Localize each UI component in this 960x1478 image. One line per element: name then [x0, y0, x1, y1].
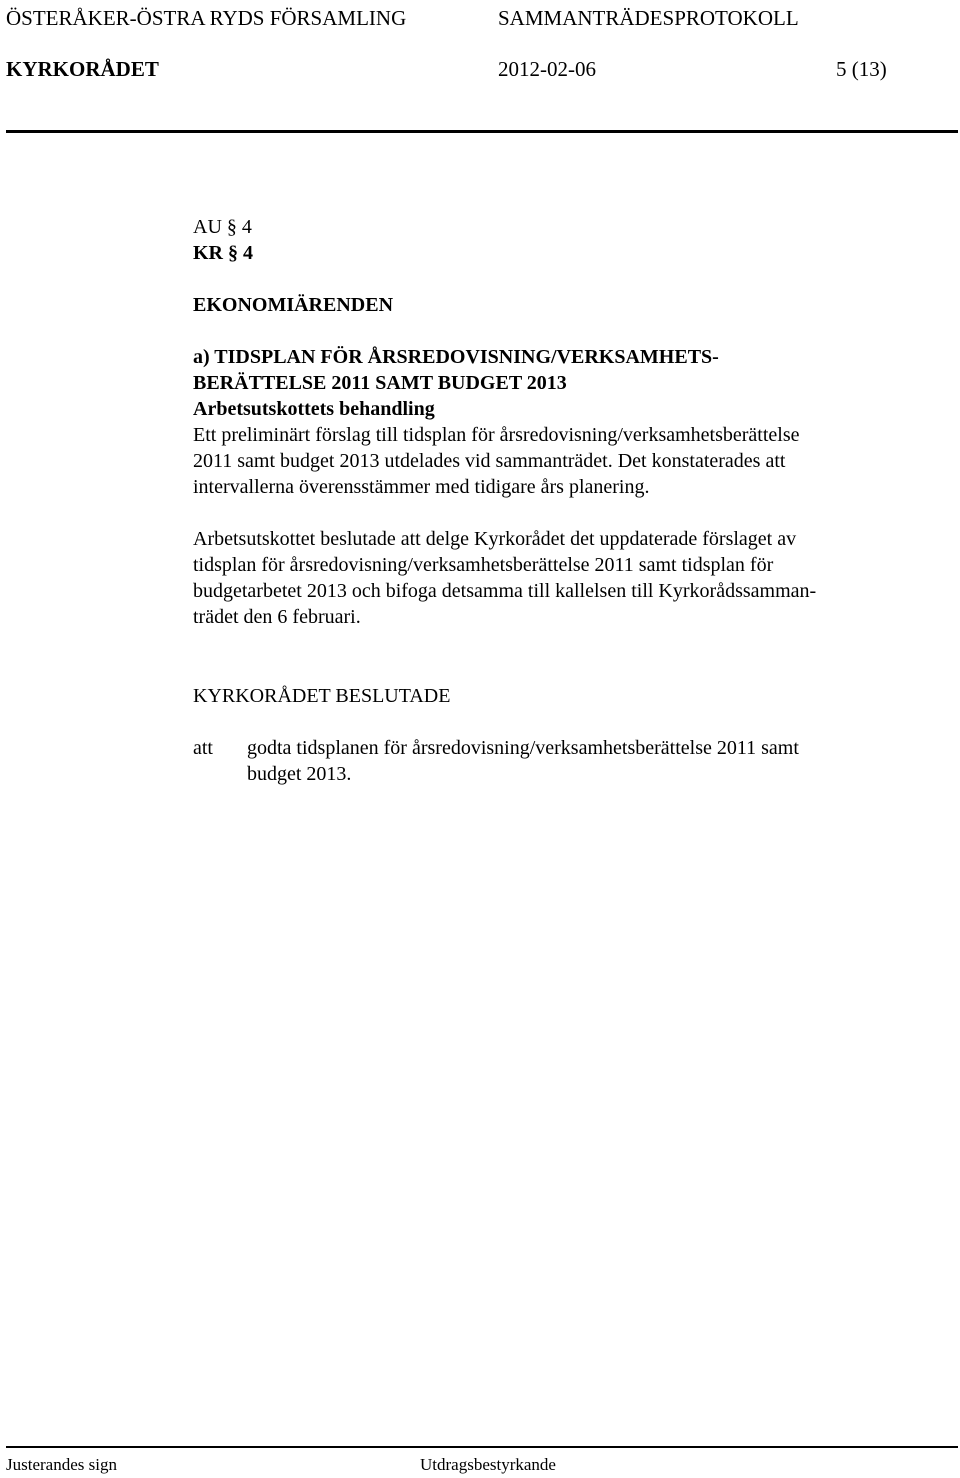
- paragraph-2-line: Arbetsutskottet beslutade att delge Kyrkorådet det uppdaterade förslaget av: [193, 528, 797, 550]
- footer-rule: [6, 1446, 958, 1448]
- section-symbol: §: [226, 216, 237, 238]
- paragraph-2-line: budgetarbetet 2013 och bifoga detsamma till kallelsen till Kyrkorådssamman-: [193, 580, 817, 602]
- au-number: 4: [241, 216, 252, 238]
- paragraph-1-line: Ett preliminärt förslag till tidsplan för årsredovisning/verksamhetsberättelse: [193, 424, 800, 446]
- section-heading: EKONOMIÄRENDEN: [193, 294, 394, 316]
- decision-label: att: [193, 737, 213, 759]
- au-reference: [193, 214, 252, 240]
- body-name: KYRKORÅDET: [6, 57, 159, 81]
- section-symbol: §: [228, 242, 238, 264]
- au-prefix: AU: [193, 216, 222, 238]
- paragraph-2-line: tidsplan för årsredovisning/verksamhetsberättelse 2011 samt tidsplan för: [193, 554, 774, 576]
- item-title-line-1: a) TIDSPLAN FÖR ÅRSREDOVISNING/VERKSAMHETS-: [193, 346, 719, 368]
- paragraph-1-line: intervallerna överensstämmer med tidigare års planering.: [193, 476, 650, 498]
- decision-heading: KYRKORÅDET BESLUTADE: [193, 685, 451, 707]
- kr-number: 4: [243, 242, 253, 264]
- parish-name: ÖSTERÅKER-ÖSTRA RYDS FÖRSAMLING: [6, 6, 407, 30]
- kr-prefix: KR: [193, 242, 223, 264]
- footer-signature-label: Justerandes sign: [6, 1455, 117, 1474]
- document-type: SAMMANTRÄDESPROTOKOLL: [498, 6, 799, 30]
- header-rule: [6, 130, 958, 133]
- decision-text-line-2: budget 2013.: [247, 763, 352, 785]
- paragraph-1-line: 2011 samt budget 2013 utdelades vid sammanträdet. Det konstaterades att: [193, 450, 786, 472]
- paragraph-2-line: trädet den 6 februari.: [193, 606, 361, 628]
- item-title-line-2: BERÄTTELSE 2011 SAMT BUDGET 2013: [193, 372, 567, 394]
- kr-reference: [193, 240, 253, 266]
- decision-text-line-1: godta tidsplanen för årsredovisning/verksamhetsberättelse 2011 samt: [247, 737, 799, 759]
- footer-certification-label: Utdragsbestyrkande: [420, 1455, 556, 1474]
- item-subheading: Arbetsutskottets behandling: [193, 398, 435, 420]
- page-number: 5 (13): [836, 57, 887, 81]
- meeting-date: 2012-02-06: [498, 57, 596, 81]
